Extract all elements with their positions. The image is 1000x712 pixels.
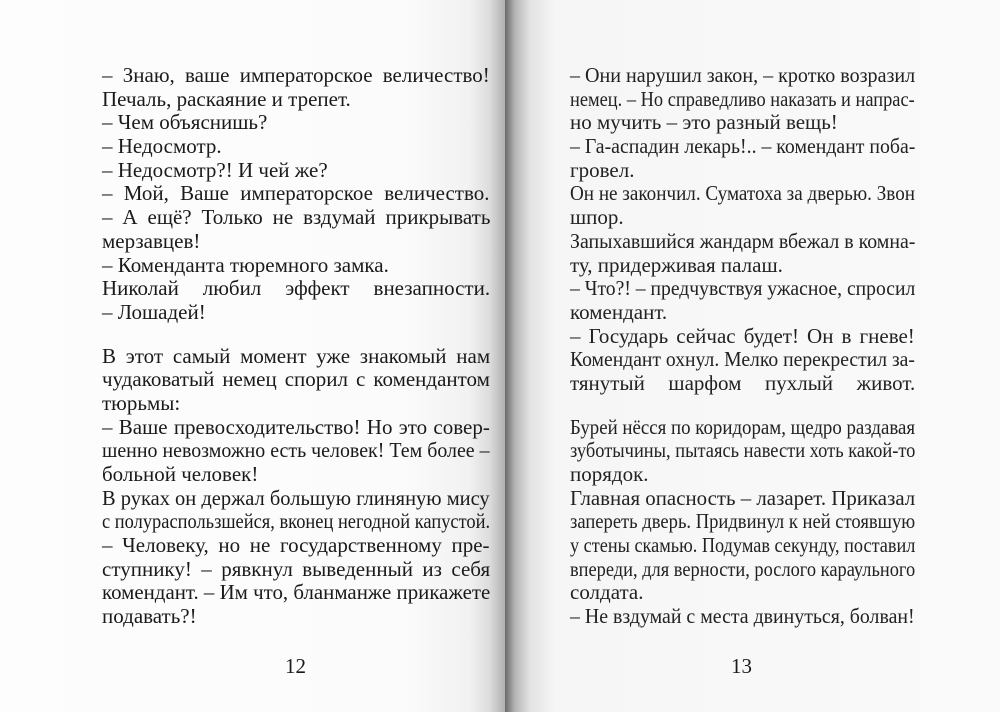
text-line: – Ваше превосходительство! Но это совер- (102, 414, 490, 439)
text-line: шпор. (570, 205, 624, 230)
text-line: немец. – Но справедливо наказать и напрас- (570, 86, 915, 111)
text-line: гровел. (570, 157, 635, 182)
text-line: – Они нарушил закон, – кротко возразил (570, 63, 916, 87)
text-line: шенно невозможно есть человек! Тем более – (102, 438, 490, 463)
text-line: запереть дверь. Придвинул к ней стоявшую (570, 509, 916, 534)
text-line: – Коменданта тюремного замка. (102, 252, 389, 277)
right-page-text (570, 64, 915, 629)
text-line: комендант. (570, 299, 668, 324)
text-line: порядок. (570, 462, 649, 486)
text-line: – Недосмотр?! И чей же? (102, 157, 328, 182)
right-page-number: 13 (731, 654, 752, 678)
text-line: – Недосмотр. (102, 134, 222, 159)
text-line: солдата. (570, 580, 644, 605)
text-line: – Знаю, ваше императорское величество! (102, 63, 490, 87)
text-line: Николай любил эффект внезапности. (102, 276, 491, 301)
text-line: зуботычины, пытаясь навести хоть какой-то (570, 438, 916, 463)
text-line: В этот самый момент уже знакомый нам (102, 343, 491, 368)
text-line: подавать?! (102, 604, 197, 629)
text-line: Бурей нёсся по коридорам, щедро раздавая (570, 414, 916, 439)
text-line: больной человек! (102, 462, 259, 486)
left-page-number: 12 (285, 654, 306, 678)
text-line: – Мой, Ваше императорское величество. (102, 181, 490, 206)
text-line: – А ещё? Только не вздумай прикрывать (102, 205, 491, 230)
text-line: Запыхавшийся жандарм вбежал в комна- (570, 228, 916, 253)
left-page-text (102, 64, 490, 629)
text-line: но мучить – это разный вещь! (570, 110, 838, 135)
text-line: В руках он держал большую глиняную мису (102, 485, 490, 510)
text-line: ту, придерживая палаш. (570, 252, 783, 277)
text-line: впереди, для верности, рослого караульного (570, 556, 916, 581)
text-line: комендант. – Им что, бланманже прикажете (102, 580, 491, 605)
paragraph-gap (570, 396, 915, 416)
text-line: Главная опасность – лазарет. Приказал (570, 485, 916, 510)
text-line: чудаковатый немец спорил с комендантом (102, 367, 490, 392)
text-line: – Га-аспадин лекарь!.. – комендант поба- (570, 134, 916, 159)
text-line: с полураспользшейся, вконец негодной капустой. (102, 509, 491, 534)
text-line: тянутый шарфом пухлый живот. (570, 370, 916, 395)
text-line: – Чем объяснишь? (102, 110, 268, 135)
text-line: ступнику! – рявкнул выведенный из себя (102, 556, 491, 581)
text-line: Печаль, раскаяние и трепет. (102, 86, 351, 111)
text-line: – Государь сейчас будет! Он в гневе! (570, 323, 915, 348)
text-line: – Не вздумай с места двинуться, болван! (570, 604, 915, 629)
text-line: тюрьмы: (102, 390, 181, 415)
text-line: – Человеку, но не государственному пре- (102, 533, 490, 558)
text-line: Он не закончил. Суматоха за дверью. Звон (570, 181, 915, 206)
text-line: у стены скамью. Подумав секунду, поставил (570, 533, 916, 558)
text-line: мерзавцев! (102, 228, 201, 253)
paragraph-gap (102, 325, 490, 345)
text-line: – Что?! – предчувствуя ужасное, спросил (570, 276, 916, 301)
text-line: – Лошадей! (102, 299, 206, 324)
right-page (505, 0, 1000, 712)
text-line: Комендант охнул. Мелко перекрестил за- (570, 347, 915, 372)
